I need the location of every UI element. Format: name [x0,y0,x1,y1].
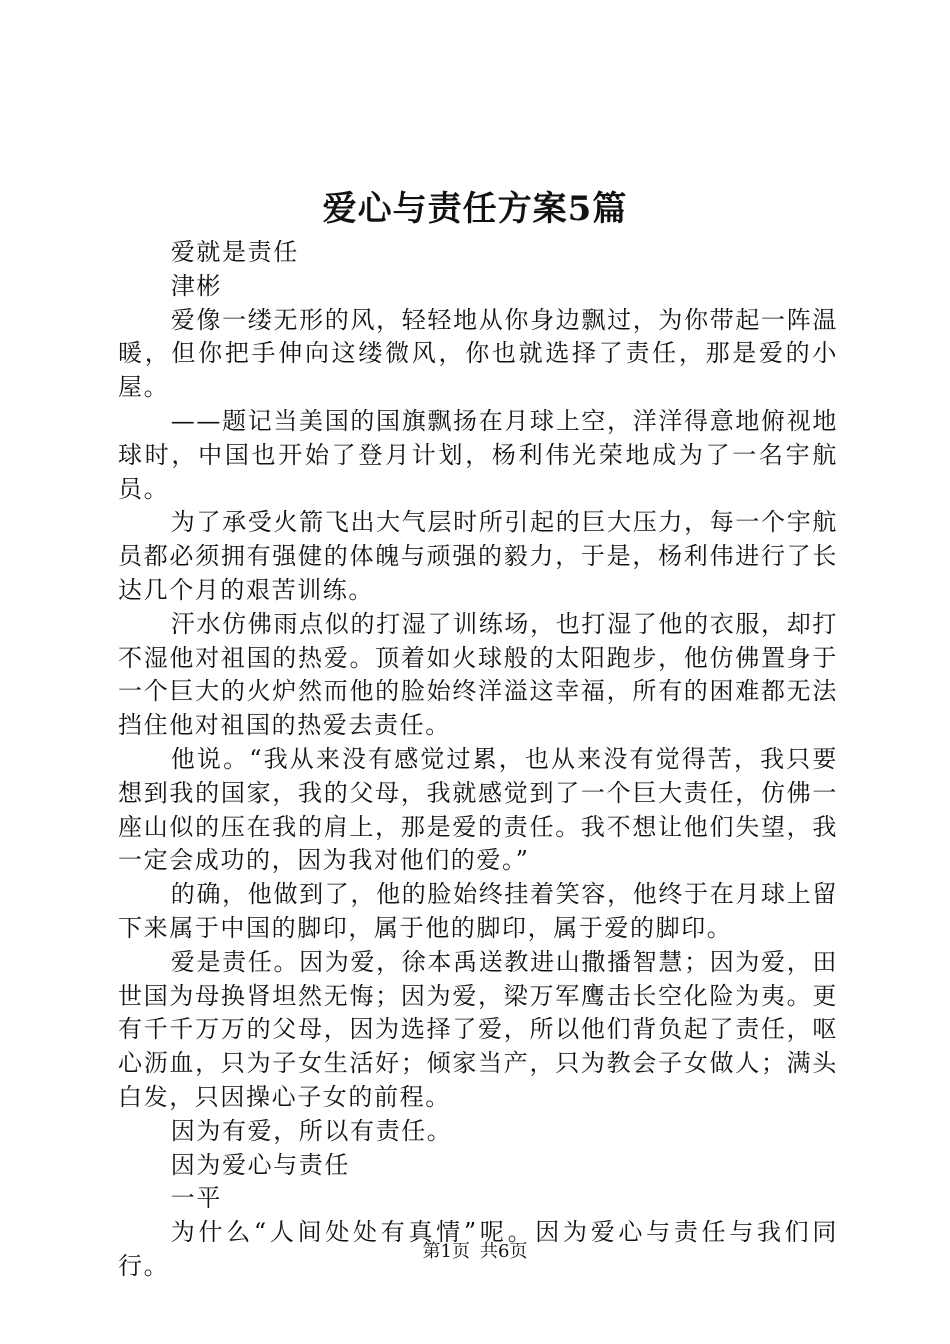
page-footer [0,1239,950,1265]
body-paragraph: 为什么“人间处处有真情”呢。因为爱心与责任与我们同行。 [118,1218,838,1280]
body-paragraph: 爱是责任。因为爱，徐本禹送教进山撒播智慧；因为爱，田世国为母换肾坦然无悔；因为爱，梁万军鹰击长空化险为夷。更有千千万万的父母，因为选择了爱，所以他们背负起了责任，呕心沥血，只为子女生活好；倾家当产，只为教会子女做人；满头白发，只因操心子女的前程。 [118,947,838,1111]
body-paragraph: 因为有爱，所以有责任。 [170,1116,453,1145]
page-total: 共6页 [480,1241,528,1262]
document-body [118,236,838,1284]
body-paragraph: ——题记当美国的国旗飘扬在月球上空，洋洋得意地俯视地球时，中国也开始了登月计划，杨利伟光荣地成为了一名宇航员。 [118,406,838,503]
document-title: 爱心与责任方案5篇 [322,189,628,229]
body-paragraph: 的确，他做到了，他的脸始终挂着笑容，他终于在月球上留下来属于中国的脚印，属于他的脚印，属于爱的脚印。 [118,880,838,942]
author-name: 津彬 [170,271,222,300]
section-heading: 因为爱心与责任 [170,1150,350,1179]
page-number: 第1页 [422,1241,470,1262]
author-name: 一平 [170,1184,222,1213]
body-paragraph: 爱像一缕无形的风，轻轻地从你身边飘过，为你带起一阵温暖，但你把手伸向这缕微风，你也就选择了责任，那是爱的小屋。 [118,305,838,402]
section-heading: 爱就是责任 [170,238,299,266]
body-paragraph: 汗水仿佛雨点似的打湿了训练场，也打湿了他的衣服，却打不湿他对祖国的热爱。顶着如火球般的太阳跑步，他仿佛置身于一个巨大的火炉然而他的脸始终洋溢这幸福，所有的困难都无法挡住他对祖国的热爱去责任。 [118,609,838,740]
body-paragraph: 他说。“我从来没有感觉过累，也从来没有觉得苦，我只要想到我的国家，我的父母，我就感觉到了一个巨大责任，仿佛一座山似的压在我的肩上，那是爱的责任。我不想让他们失望，我一定会成功的，因为我对他们的爱。” [118,744,838,875]
body-paragraph: 为了承受火箭飞出大气层时所引起的巨大压力，每一个宇航员都必须拥有强健的体魄与顽强的毅力，于是，杨利伟进行了长达几个月的艰苦训练。 [118,508,838,604]
